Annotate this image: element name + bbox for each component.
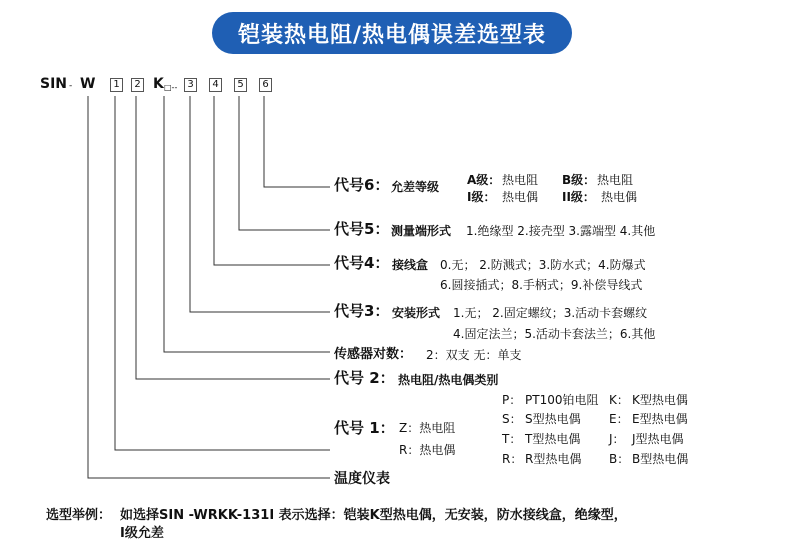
model-k: K [153, 76, 164, 92]
code4-options-line1: 0.无； 2.防溅式；3.防水式；4.防爆式 [440, 258, 646, 272]
code5-label: 代号5： [334, 220, 390, 238]
example-line2: I级允差 [120, 526, 164, 541]
model-separator: - [69, 81, 73, 91]
code6-b-value: 热电阻 [597, 173, 634, 187]
connector-code2 [136, 96, 330, 379]
code2-row4-left-value: R型热电偶 [525, 452, 582, 466]
code2-row1-right-key: K： [609, 393, 629, 407]
code6-i-label: I级： [467, 190, 496, 204]
code2-row2-left-value: S型热电偶 [525, 412, 581, 426]
digit-box-6: 6 [259, 78, 272, 92]
code2-row2-right-value: E型热电偶 [632, 412, 688, 426]
code1-z: Z：热电阻 [399, 421, 456, 435]
digit-box-2: 2 [131, 78, 144, 92]
code5-options: 1.绝缘型 2.接壳型 3.露端型 4.其他 [466, 224, 656, 238]
code2-row1-left-key: P： [502, 393, 522, 407]
code6-name: 允差等级 [391, 180, 440, 194]
code6-ii-label: II级： [562, 190, 595, 204]
model-w: W [80, 76, 96, 92]
code4-name: 接线盒 [392, 258, 429, 272]
code6-ii-value: 热电偶 [601, 190, 638, 204]
code4-label: 代号4： [334, 254, 390, 272]
code1-r: R：热电偶 [399, 443, 456, 457]
code6-a-value: 热电阻 [502, 173, 539, 187]
code6-b-label: B级： [562, 173, 596, 187]
code3-options-line1: 1.无； 2.固定螺纹；3.活动卡套螺纹 [453, 306, 648, 320]
code6-label: 代号6： [334, 176, 390, 194]
connector-sensor [164, 96, 330, 352]
title-banner: 铠装热电阻/热电偶误差选型表 [212, 12, 572, 54]
code2-name: 热电阻/热电偶类别 [398, 373, 499, 387]
example-label: 选型举例： [46, 508, 112, 523]
connector-code6 [264, 96, 330, 187]
digit-box-1: 1 [110, 78, 123, 92]
connector-code5 [239, 96, 330, 230]
code2-row2-left-key: S： [502, 412, 522, 426]
code2-row4-right-value: B型热电偶 [632, 452, 689, 466]
model-prefix: SIN [40, 76, 68, 92]
digit-box-4: 4 [209, 78, 222, 92]
code2-row3-right-key: J： [609, 432, 625, 446]
code2-row1-right-value: K型热电偶 [632, 393, 688, 407]
code2-row3-left-value: T型热电偶 [525, 432, 581, 446]
connector-code4 [214, 96, 330, 265]
sensor-options: 2：双支 无：单支 [426, 348, 522, 362]
instrument-label: 温度仪表 [334, 471, 390, 487]
digit-box-3: 3 [184, 78, 197, 92]
code6-a-label: A级： [467, 173, 501, 187]
model-k-separator: □-- [164, 83, 178, 92]
code3-options-line2: 4.固定法兰；5.活动卡套法兰；6.其他 [453, 327, 656, 341]
example-line1: 如选择SIN -WRKK-131I 表示选择：铠装K型热电偶，无安装，防水接线盒，绝缘型， [120, 508, 627, 523]
code1-label: 代号 1： [334, 419, 395, 437]
code3-name: 安装形式 [392, 306, 441, 320]
code3-label: 代号3： [334, 302, 390, 320]
code5-name: 测量端形式 [391, 224, 452, 238]
connector-code1 [115, 96, 330, 450]
connector-code3 [190, 96, 330, 312]
connector-instrument [88, 96, 330, 478]
code6-i-value: 热电偶 [502, 190, 539, 204]
code2-row3-right-value: J型热电偶 [632, 432, 684, 446]
code4-options-line2: 6.圆接插式；8.手柄式；9.补偿导线式 [440, 278, 643, 292]
code2-row4-right-key: B： [609, 452, 630, 466]
code2-row4-left-key: R： [502, 452, 523, 466]
code2-row1-left-value: PT100铂电阻 [525, 393, 599, 407]
code2-row2-right-key: E： [609, 412, 629, 426]
sensor-label: 传感器对数： [334, 347, 413, 362]
code2-row3-left-key: T： [502, 432, 522, 446]
code2-label: 代号 2： [334, 369, 395, 387]
digit-box-5: 5 [234, 78, 247, 92]
